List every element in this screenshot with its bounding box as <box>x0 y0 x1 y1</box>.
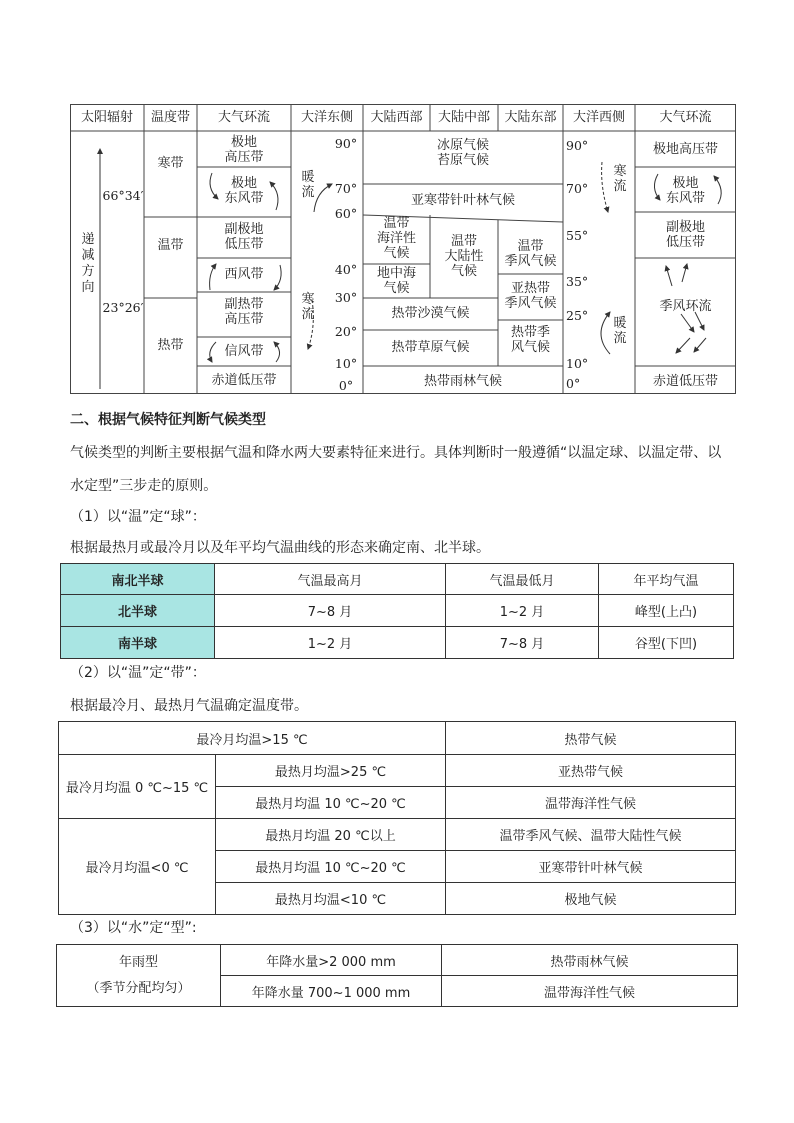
step2-title: （2）以“温”定“带”： <box>70 665 206 681</box>
table-row <box>59 755 736 787</box>
lat-right-10: 10° <box>566 356 589 371</box>
cell: 热带雨林气候 <box>442 945 738 976</box>
cell: 最热月均温<10 ℃ <box>216 883 446 915</box>
table-row <box>59 819 736 851</box>
tropical-desert-climate: 热带沙漠气候 <box>391 306 470 321</box>
table-row <box>61 595 734 627</box>
east-ocean-warm-current: 暖 流 <box>301 170 315 200</box>
cell: 1~2 月 <box>215 627 446 659</box>
zone-tropical: 热带 <box>157 338 184 353</box>
group-label: 最冷月均温<0 ℃ <box>59 819 216 915</box>
climate-distribution-figure <box>70 104 736 394</box>
lat-left-60: 60° <box>334 206 358 221</box>
table-row <box>59 722 736 755</box>
cell: 年降水量 700~1 000 mm <box>221 976 442 1007</box>
cell: 7~8 月 <box>446 627 599 659</box>
rainforest-climate: 热带雨林气候 <box>423 374 502 389</box>
cell: 1~2 月 <box>446 595 599 627</box>
cell: 温带季风气候、温带大陆性气候 <box>446 819 736 851</box>
header-east-continent: 大陆东部 <box>504 110 557 125</box>
cell: 最冷月均温>15 ℃ <box>59 722 446 755</box>
header-circulation-left: 大气环流 <box>217 110 270 125</box>
row-south: 南半球 <box>61 627 215 659</box>
temperate-continental-climate: 温带 大陆性 气候 <box>444 234 484 279</box>
zone-frigid: 寒带 <box>157 156 184 171</box>
cell: 年降水量>2 000 mm <box>221 945 442 976</box>
cell: 极地气候 <box>446 883 736 915</box>
polar-climate: 冰原气候 苔原气候 <box>436 138 489 168</box>
subtropical-high: 副热带 高压带 <box>224 297 264 327</box>
subpolar-low-right: 副极地 低压带 <box>665 220 705 250</box>
lat-left-0: 0° <box>338 378 354 393</box>
lat-left-10: 10° <box>334 356 358 371</box>
temperate-oceanic-climate: 温带 海洋性 气候 <box>376 216 416 261</box>
lat-left-30: 30° <box>334 290 358 305</box>
westerlies: 西风带 <box>224 267 264 282</box>
lat-left-40: 40° <box>334 262 358 277</box>
subpolar-low-left: 副极地 低压带 <box>224 222 264 252</box>
west-ocean-warm-current: 暖 流 <box>613 316 627 346</box>
header-annual-temp: 年平均气温 <box>599 564 734 595</box>
cell: 亚寒带针叶林气候 <box>446 851 736 883</box>
cell: 7~8 月 <box>215 595 446 627</box>
header-east-ocean: 大洋东侧 <box>300 110 353 125</box>
cell: 温带海洋性气候 <box>446 787 736 819</box>
header-central-continent: 大陆中部 <box>437 110 490 125</box>
subtropical-monsoon-climate: 亚热带 季风气候 <box>504 281 557 311</box>
latitude-23: 23°26′ <box>102 300 144 315</box>
cell: 亚热带气候 <box>446 755 736 787</box>
latitude-66: 66°34′ <box>102 188 144 203</box>
header-hemisphere: 南北半球 <box>61 564 215 595</box>
zone-temperate: 温带 <box>157 238 184 253</box>
header-temp-zone: 温度带 <box>150 110 190 125</box>
precipitation-table <box>56 944 738 1007</box>
header-min-month: 气温最低月 <box>446 564 599 595</box>
table-row <box>57 945 738 976</box>
lat-right-90: 90° <box>566 138 589 153</box>
decrease-direction-label: 递减方向 <box>81 232 95 295</box>
lat-right-55: 55° <box>566 228 589 243</box>
step1-desc: 根据最热月或最冷月以及年平均气温曲线的形态来确定南、北半球。 <box>70 540 490 556</box>
row-north: 北半球 <box>61 595 215 627</box>
mediterranean-climate: 地中海 气候 <box>376 266 416 296</box>
savanna-climate: 热带草原气候 <box>391 340 470 355</box>
temperate-monsoon-climate: 温带 季风气候 <box>504 239 557 269</box>
step2-desc: 根据最冷月、最热月气温确定温度带。 <box>70 698 308 714</box>
cell: 最热月均温 10 ℃~20 ℃ <box>216 787 446 819</box>
lat-left-20: 20° <box>334 324 358 339</box>
intro-line-2: 水定型”三步走的原则。 <box>70 478 218 494</box>
step3-title: （3）以“水”定“型”: <box>70 920 197 936</box>
polar-high-right: 极地高压带 <box>652 142 718 157</box>
header-solar: 太阳辐射 <box>80 110 133 125</box>
cell: 谷型(下凹) <box>599 627 734 659</box>
cell: 峰型(上凸) <box>599 595 734 627</box>
group-label: 最冷月均温 0 ℃~15 ℃ <box>59 755 216 819</box>
header-max-month: 气温最高月 <box>215 564 446 595</box>
monsoon-circulation: 季风环流 <box>659 299 712 314</box>
east-ocean-cold-current: 寒 流 <box>301 292 315 322</box>
step1-title: （1）以“温”定“球”： <box>70 509 206 525</box>
section-title: 二、根据气候特征判断气候类型 <box>70 412 266 428</box>
precip-type-label: 年雨型 （季节分配均匀） <box>57 945 221 1007</box>
lat-right-35: 35° <box>566 274 589 289</box>
cell: 温带海洋性气候 <box>442 976 738 1007</box>
lat-right-70: 70° <box>566 181 589 196</box>
cell: 热带气候 <box>446 722 736 755</box>
header-west-ocean: 大洋西侧 <box>572 110 625 125</box>
equatorial-low-left: 赤道低压带 <box>211 373 277 388</box>
temperature-zone-table <box>58 721 736 915</box>
lat-right-25: 25° <box>566 308 589 323</box>
header-west-continent: 大陆西部 <box>370 110 423 125</box>
polar-high-left: 极地 高压带 <box>224 135 264 165</box>
trade-winds: 信风带 <box>224 344 264 359</box>
subarctic-climate: 亚寒带针叶林气候 <box>410 193 515 208</box>
lat-left-70: 70° <box>334 181 358 196</box>
west-ocean-cold-current: 寒 流 <box>613 164 627 194</box>
intro-line-1: 气候类型的判断主要根据气温和降水两大要素特征来进行。具体判断时一般遵循“以温定球、以温定带、以 <box>70 445 722 461</box>
cell: 最热月均温>25 ℃ <box>216 755 446 787</box>
equatorial-low-right: 赤道低压带 <box>652 374 718 389</box>
header-circulation-right: 大气环流 <box>659 110 712 125</box>
hemisphere-table <box>60 563 734 659</box>
cell: 最热月均温 20 ℃以上 <box>216 819 446 851</box>
polar-easterlies-left: 极地 东风带 <box>224 176 264 206</box>
lat-right-0: 0° <box>566 376 581 391</box>
polar-easterlies-right: 极地 东风带 <box>665 176 705 206</box>
table-row <box>61 627 734 659</box>
tropical-monsoon-climate: 热带季 风气候 <box>510 325 550 355</box>
cell: 最热月均温 10 ℃~20 ℃ <box>216 851 446 883</box>
lat-left-90: 90° <box>334 136 358 151</box>
